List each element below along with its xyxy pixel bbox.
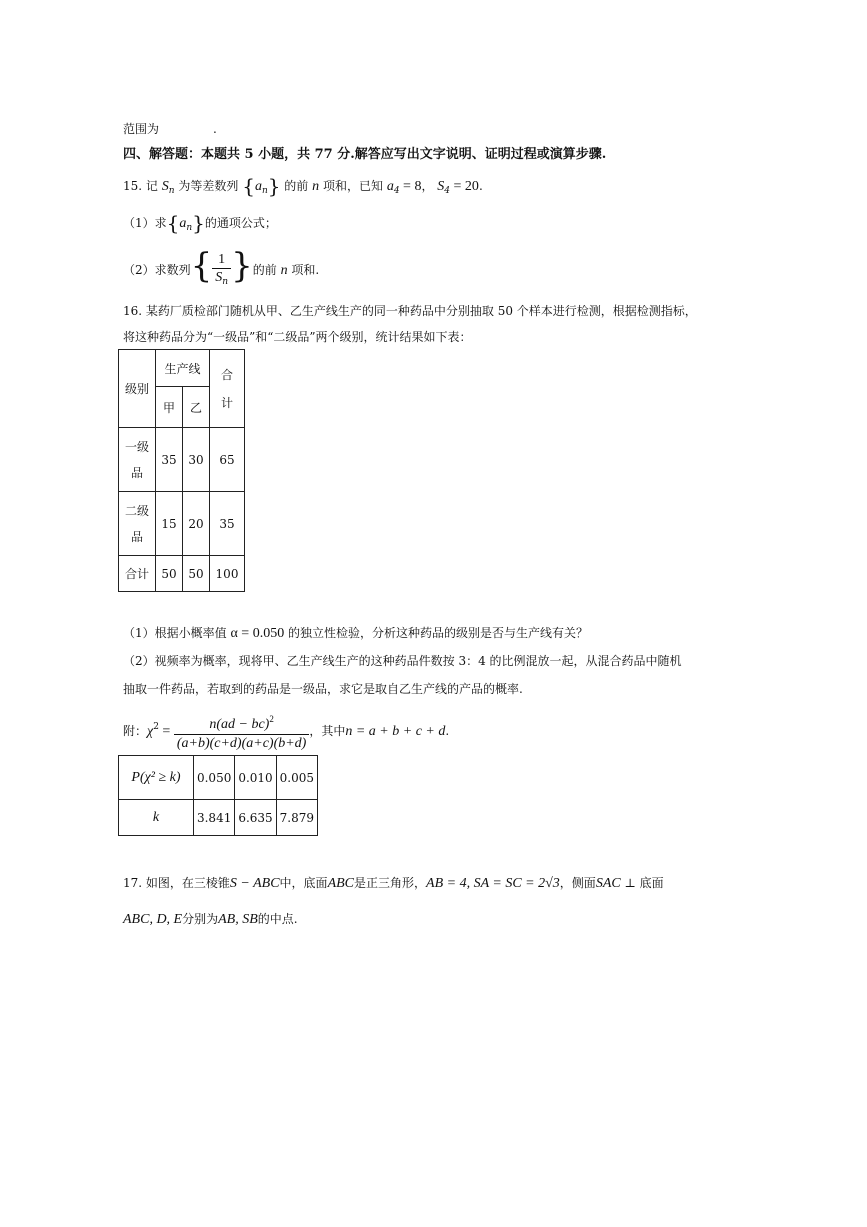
header-jia: 甲 xyxy=(156,387,183,428)
table-row xyxy=(119,428,245,492)
left-brace: { xyxy=(242,174,255,198)
q17-text-f: 的中点. xyxy=(257,912,298,926)
q16-part1-text-a: （1）根据小概率值 xyxy=(123,626,227,640)
crit-k-cell: 6.635 xyxy=(235,800,276,836)
formula-numerator-text: n(ad − bc) xyxy=(209,717,270,732)
where-text: ，其中 xyxy=(309,724,346,738)
q15-part1-label: （1）求 xyxy=(123,216,167,230)
formula-end: . xyxy=(445,724,450,738)
q17-text-d: ，侧面 xyxy=(559,876,596,890)
math-sub-n: n xyxy=(222,276,229,287)
q16-part2-line1: （2）视频率为概率，现将甲、乙生产线生产的这种药品件数按 3：4 的比例混放一起，从混合药品中随机 xyxy=(123,654,682,668)
q17-text-e: 分别为 xyxy=(182,912,219,926)
right-brace: } xyxy=(192,211,205,235)
q16-stem-line1: 16. 某药厂质检部门随机从甲、乙生产线生产的同一种药品中分别抽取 50 个样本进行检测，根据检测指标， xyxy=(123,304,697,318)
q15-text-2: 的前 xyxy=(284,179,309,193)
math-a: a xyxy=(254,179,262,194)
q16-part2-line2: 抽取一件药品，若取到的药品是一级品，求它是取自乙生产线的产品的概率. xyxy=(123,682,523,696)
intro-line xyxy=(123,120,217,138)
math-sub-n: n xyxy=(168,186,175,196)
separator: ， xyxy=(421,179,434,193)
math-S: S xyxy=(161,179,169,194)
q15-part1 xyxy=(123,211,277,237)
q15-text-1: 为等差数列 xyxy=(178,179,239,193)
math-sub-n: n xyxy=(261,186,268,196)
crit-p-cell: 0.050 xyxy=(194,756,235,800)
table-row xyxy=(119,492,245,556)
q17-stem-line1 xyxy=(123,874,664,893)
crit-k-label: k xyxy=(119,800,194,836)
q17-segments: AB, SB xyxy=(218,912,258,927)
q17-stem-line2 xyxy=(123,910,298,929)
row-label-text: 一级品 xyxy=(124,439,149,480)
cell: 65 xyxy=(210,428,245,492)
q15-part2 xyxy=(123,248,319,291)
fraction xyxy=(212,251,231,291)
math-chi: χ xyxy=(147,724,154,739)
cell: 50 xyxy=(183,556,210,592)
header-level: 级别 xyxy=(119,350,156,428)
cell: 100 xyxy=(210,556,245,592)
cell: 30 xyxy=(183,428,210,492)
critical-value-table xyxy=(118,755,318,836)
math-a: a xyxy=(179,216,187,231)
row-label-text: 二级品 xyxy=(124,503,149,544)
table-row xyxy=(119,556,245,592)
q15-stem xyxy=(123,174,483,200)
crit-p-cell: 0.005 xyxy=(276,756,317,800)
appendix-label: 附： xyxy=(123,724,148,738)
intro-period: . xyxy=(213,122,217,136)
q17-text-b: 中，底面 xyxy=(279,876,328,890)
crit-p-cell: 0.010 xyxy=(235,756,276,800)
math-n: n xyxy=(312,179,320,194)
math-sub-4: 4 xyxy=(444,186,451,196)
q16-part1-text-b: 的独立性检验，分析这种药品的级别是否与生产线有关？ xyxy=(288,626,589,640)
equals: = xyxy=(158,724,174,739)
q15-end: . xyxy=(478,179,483,193)
math-S: S xyxy=(215,269,223,285)
header-total-text: 合计 xyxy=(220,367,233,410)
a4-value: = 8 xyxy=(399,179,422,194)
q17-text-a: 17. 如图，在三棱锥 xyxy=(123,876,230,890)
fraction-numerator: 1 xyxy=(212,251,231,269)
perp-text: ⊥ 底面 xyxy=(620,876,664,890)
math-S4: S xyxy=(437,179,445,194)
S4-value: = 20 xyxy=(450,179,479,194)
cell: 35 xyxy=(156,428,183,492)
header-production-line: 生产线 xyxy=(156,350,210,387)
q17-condition: AB = 4, SA = SC = 2√3 xyxy=(426,876,560,891)
q15-part2-end: 项和. xyxy=(291,263,320,277)
right-brace: } xyxy=(231,246,253,286)
q16-stem-line2: 将这种药品分为“一级品”和“二级品”两个级别，统计结果如下表： xyxy=(123,330,472,344)
alpha-value: α = 0.050 xyxy=(230,626,285,641)
q15-number: 15. 记 xyxy=(123,179,158,193)
q17-text-c: 是正三角形， xyxy=(354,876,427,890)
header-yi: 乙 xyxy=(183,387,210,428)
cell: 50 xyxy=(156,556,183,592)
left-brace: { xyxy=(190,246,213,286)
math-sub-n: n xyxy=(186,223,193,233)
math-sup-2: 2 xyxy=(153,722,159,732)
header-total xyxy=(210,350,245,428)
crit-p-label: P(χ² ≥ k) xyxy=(119,756,194,800)
n-definition: n = a + b + c + d xyxy=(345,724,446,739)
right-brace: } xyxy=(267,174,281,198)
cell: 35 xyxy=(210,492,245,556)
row-label xyxy=(119,428,156,492)
section-title: 四、解答题：本题共 5 小题，共 77 分.解答应写出文字说明、证明过程或演算步骤. xyxy=(123,147,607,162)
crit-k-cell: 7.879 xyxy=(276,800,317,836)
q16-part1 xyxy=(123,624,588,643)
intro-text: 范围为 xyxy=(123,122,160,136)
crit-k-cell: 3.841 xyxy=(194,800,235,836)
fraction-denominator xyxy=(212,269,231,291)
q15-part1-end: 的通项公式； xyxy=(204,216,277,230)
q15-text-3: 项和，已知 xyxy=(322,179,383,193)
cell: 15 xyxy=(156,492,183,556)
face-name: SAC xyxy=(595,876,621,891)
formula-denominator: (a+b)(c+d)(a+c)(b+d) xyxy=(176,736,307,751)
math-n: n xyxy=(280,263,288,278)
cell: 20 xyxy=(183,492,210,556)
math-a4: a xyxy=(386,179,394,194)
row-label xyxy=(119,492,156,556)
q17-points: ABC, D, E xyxy=(123,912,183,927)
pyramid-name: S − ABC xyxy=(229,876,280,891)
base-name: ABC xyxy=(327,876,355,891)
q15-part2-label: （2）求数列 xyxy=(123,263,191,277)
math-sub-4: 4 xyxy=(393,186,400,196)
math-sup-2: 2 xyxy=(269,714,274,724)
q15-part2-mid: 的前 xyxy=(252,263,277,277)
q16-formula xyxy=(123,708,449,753)
chi-square-fraction xyxy=(174,710,310,753)
left-brace: { xyxy=(166,211,180,235)
q16-contingency-table xyxy=(118,349,245,592)
row-label: 合计 xyxy=(119,556,156,592)
formula-numerator xyxy=(174,710,310,735)
